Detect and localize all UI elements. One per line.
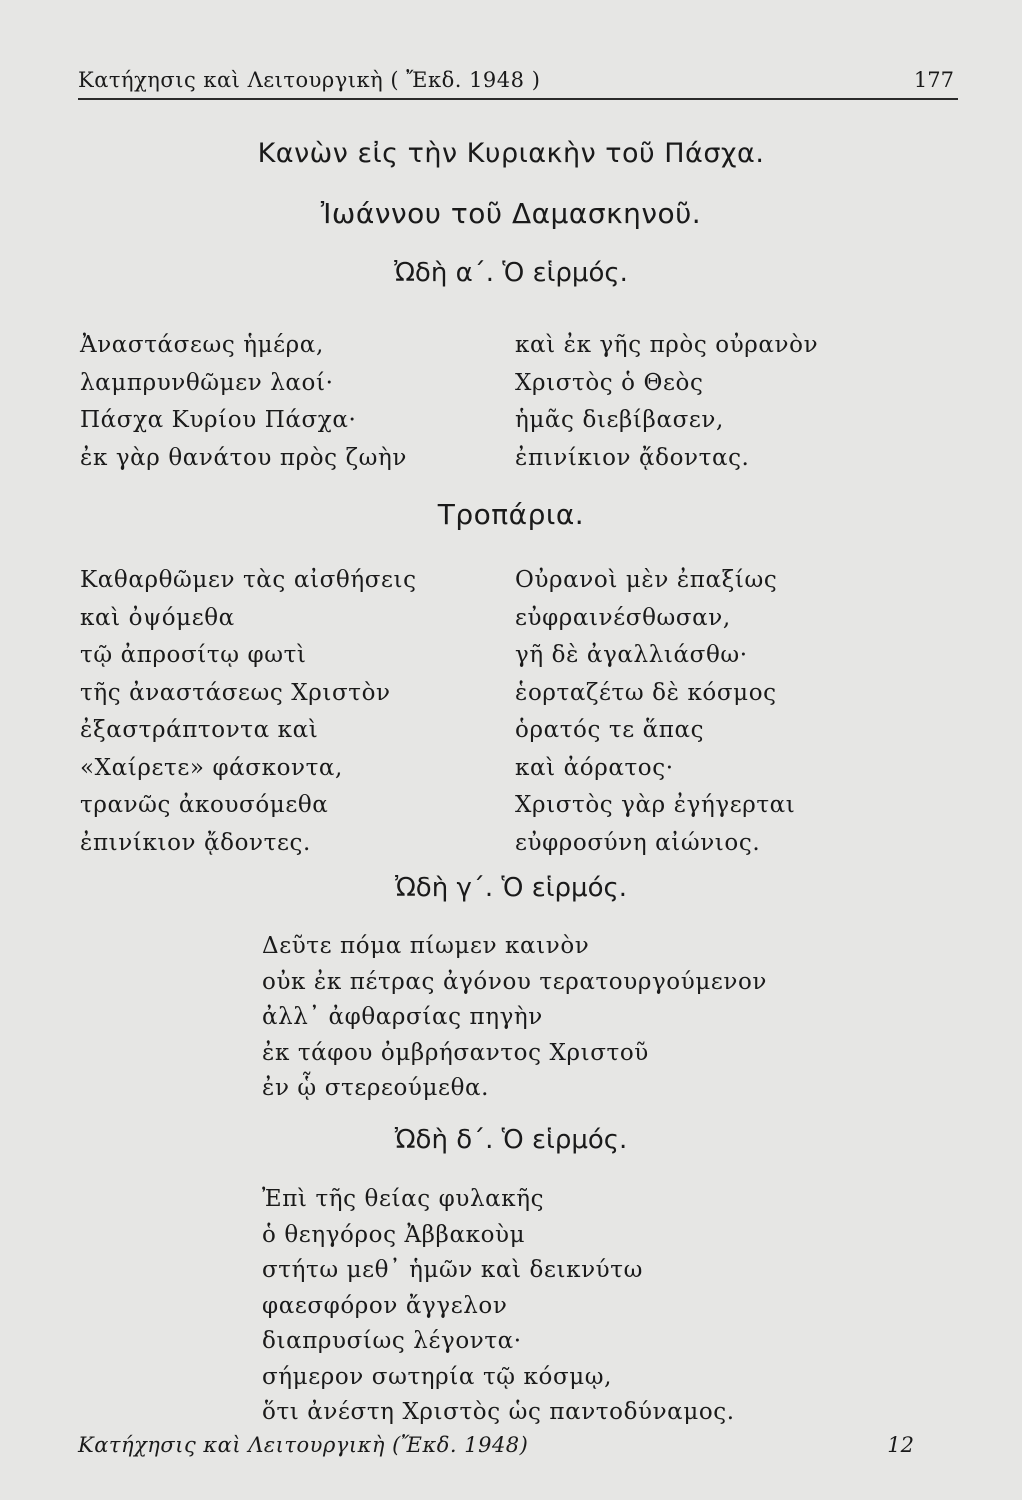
troparia-heading: Τροπάρια.: [437, 498, 585, 531]
verse-line: ἐν ᾧ στερεούμεθα.: [262, 1075, 490, 1101]
page-number: 177: [913, 68, 954, 92]
ode3-heading: Ὠδὴ γ΄. Ὁ εἱρμός.: [394, 873, 628, 903]
verse-line: ἡμᾶς διεβίβασεν,: [515, 407, 724, 433]
verse-line: γῆ δὲ ἀγαλλιάσθω·: [515, 642, 748, 668]
verse-line: τῷ ἀπροσίτῳ φωτὶ: [80, 642, 307, 668]
verse-line: εὐφραινέσθωσαν,: [515, 604, 731, 631]
verse-line: Ἐπὶ τῆς θείας φυλακῆς: [262, 1186, 545, 1212]
verse-line: «Χαίρετε» φάσκοντα,: [80, 754, 343, 781]
verse-line: Ἀναστάσεως ἡμέρα,: [80, 332, 324, 358]
verse-line: ὅτι ἀνέστη Χριστὸς ὡς παντοδύναμος.: [262, 1399, 735, 1425]
verse-line: διαπρυσίως λέγοντα·: [262, 1328, 522, 1354]
verse-line: Οὐρανοὶ μὲν ἐπαξίως: [515, 567, 778, 593]
verse-line: εὐφροσύνη αἰώνιος.: [515, 829, 761, 856]
ode1-right-column: [515, 327, 818, 477]
verse-line: ὁρατός τε ἅπας: [515, 717, 705, 743]
verse-line: φαεσφόρον ἄγγελον: [262, 1292, 508, 1319]
ode3-text: [262, 929, 767, 1107]
ode4-text: [262, 1182, 735, 1431]
verse-line: οὐκ ἐκ πέτρας ἀγόνου τερατουργούμενον: [262, 968, 768, 995]
verse-line: τῆς ἀναστάσεως Χριστὸν: [80, 679, 391, 706]
footer-title: Κατήχησις καὶ Λειτουργικὴ (Ἔκδ. 1948): [78, 1433, 529, 1457]
verse-line: Χριστὸς γὰρ ἐγήγερται: [515, 792, 796, 818]
verse-line: καὶ ὀψόμεθα: [80, 604, 235, 631]
verse-line: ἐξαστράπτοντα καὶ: [80, 717, 319, 743]
verse-line: Καθαρθῶμεν τὰς αἰσθήσεις: [80, 567, 417, 593]
verse-line: ἐκ τάφου ὀμβρήσαντος Χριστοῦ: [262, 1039, 649, 1066]
ode1-left-column: [80, 327, 407, 477]
verse-line: σήμερον σωτηρία τῷ κόσμῳ,: [262, 1363, 613, 1390]
verse-line: Δεῦτε πόμα πίωμεν καινὸν: [262, 933, 590, 959]
verse-line: ἐπινίκιον ᾄδοντες.: [80, 829, 311, 856]
author-heading: Ἰωάννου τοῦ Δαμασκηνοῦ.: [320, 197, 702, 230]
verse-line: ἀλλ᾿ ἀφθαρσίας πηγὴν: [262, 1004, 543, 1030]
verse-line: ἐκ γὰρ θανάτου πρὸς ζωὴν: [80, 444, 407, 471]
verse-line: Πάσχα Κυρίου Πάσχα·: [80, 407, 357, 433]
verse-line: στήτω μεθ᾿ ἡμῶν καὶ δεικνύτω: [262, 1257, 643, 1283]
verse-line: λαμπρυνθῶμεν λαοί·: [80, 369, 334, 396]
verse-line: Χριστὸς ὁ Θεὸς: [515, 369, 704, 396]
verse-line: ὁ θεηγόρος Ἀββακοὺμ: [262, 1221, 526, 1248]
ode4-heading: Ὠδὴ δ΄. Ὁ εἱρμός.: [394, 1125, 628, 1155]
verse-line: καὶ ἐκ γῆς πρὸς οὐρανὸν: [515, 332, 819, 358]
ode1-heading: Ὠδὴ α΄. Ὁ εἱρμός.: [394, 258, 628, 288]
canon-title: Κανὼν εἰς τὴν Κυριακὴν τοῦ Πάσχα.: [257, 138, 765, 169]
verse-line: καὶ ἀόρατος·: [515, 754, 674, 781]
verse-line: ἐπινίκιον ᾄδοντας.: [515, 444, 750, 471]
verse-line: ἑορταζέτω δὲ κόσμος: [515, 679, 777, 706]
footer-signature: 12: [887, 1433, 914, 1457]
running-header: [78, 64, 958, 100]
troparia-right-column: [515, 562, 795, 862]
verse-line: τρανῶς ἀκουσόμεθα: [80, 792, 329, 818]
troparia-left-column: [80, 562, 417, 862]
header-title: Κατήχησις καὶ Λειτουργικὴ ( Ἔκδ. 1948 ): [78, 68, 541, 92]
